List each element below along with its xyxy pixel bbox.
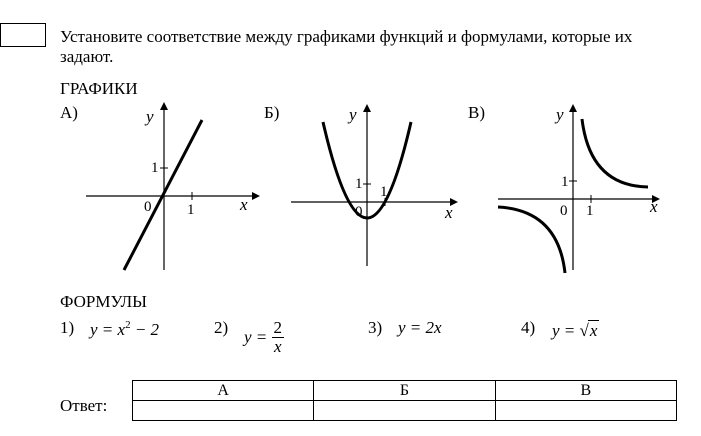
answer-col-b: Б xyxy=(314,381,495,401)
graph-a-x-arrow xyxy=(252,192,260,200)
formulas-heading: ФОРМУЛЫ xyxy=(60,292,147,311)
formula-2-num: 2) xyxy=(214,318,229,337)
graph-b-y-arrow xyxy=(363,104,371,112)
graph-a-curve xyxy=(124,120,202,270)
graph-b-one-x: 1 xyxy=(380,184,388,200)
answer-cell-v[interactable] xyxy=(495,401,676,421)
formula-1-num: 1) xyxy=(60,318,75,337)
graph-v-x-label: x xyxy=(650,197,658,216)
task-text: Установите соответствие между графиками функций и формулами, которые их задают. xyxy=(60,27,633,66)
answer-header-row xyxy=(133,381,677,401)
graph-a xyxy=(80,98,260,278)
graph-v-one-x: 1 xyxy=(586,203,594,219)
graph-v-curve-right xyxy=(582,119,648,187)
graph-a-y-arrow xyxy=(160,102,168,110)
graph-b-one-y: 1 xyxy=(355,176,363,192)
graph-b-zero: 0 xyxy=(355,204,363,220)
answer-label: Ответ: xyxy=(60,396,108,415)
graph-v xyxy=(490,98,680,278)
graph-a-one-y: 1 xyxy=(151,160,159,176)
graph-a-zero: 0 xyxy=(144,199,152,215)
graph-v-y-arrow xyxy=(569,104,577,112)
graph-v-y-label: y xyxy=(556,105,564,124)
graph-a-label: А) xyxy=(60,103,78,122)
graph-v-one-y: 1 xyxy=(561,174,569,190)
graph-b-x-label: x xyxy=(445,203,453,222)
graph-a-one-x: 1 xyxy=(187,202,195,218)
answer-col-v: В xyxy=(495,381,676,401)
graph-a-x-label: x xyxy=(240,195,248,214)
graph-b xyxy=(285,98,465,278)
graph-b-y-label: y xyxy=(349,105,357,124)
answer-col-a: А xyxy=(133,381,314,401)
task-number-box xyxy=(0,23,46,47)
answer-table xyxy=(132,380,677,421)
graph-v-label: В) xyxy=(468,103,485,122)
answer-cell-a[interactable] xyxy=(133,401,314,421)
graph-a-y-label: y xyxy=(146,107,154,126)
graph-b-label: Б) xyxy=(264,103,280,122)
formula-4: y = √x xyxy=(552,321,598,340)
graph-v-curve-left xyxy=(498,207,565,273)
answer-cell-b[interactable] xyxy=(314,401,495,421)
answer-value-row xyxy=(133,401,677,421)
formula-1: $y = x^2 - 2$ xyxy=(90,319,160,339)
formula-2: y = $\frac{2}{x}$ xyxy=(244,318,283,356)
formula-4-num: 4) xyxy=(521,318,536,337)
formula-3-num: 3) xyxy=(368,318,383,337)
formula-3: y = 2x xyxy=(398,318,442,337)
graphs-heading: ГРАФИКИ xyxy=(60,79,138,98)
graph-v-zero: 0 xyxy=(560,203,568,219)
